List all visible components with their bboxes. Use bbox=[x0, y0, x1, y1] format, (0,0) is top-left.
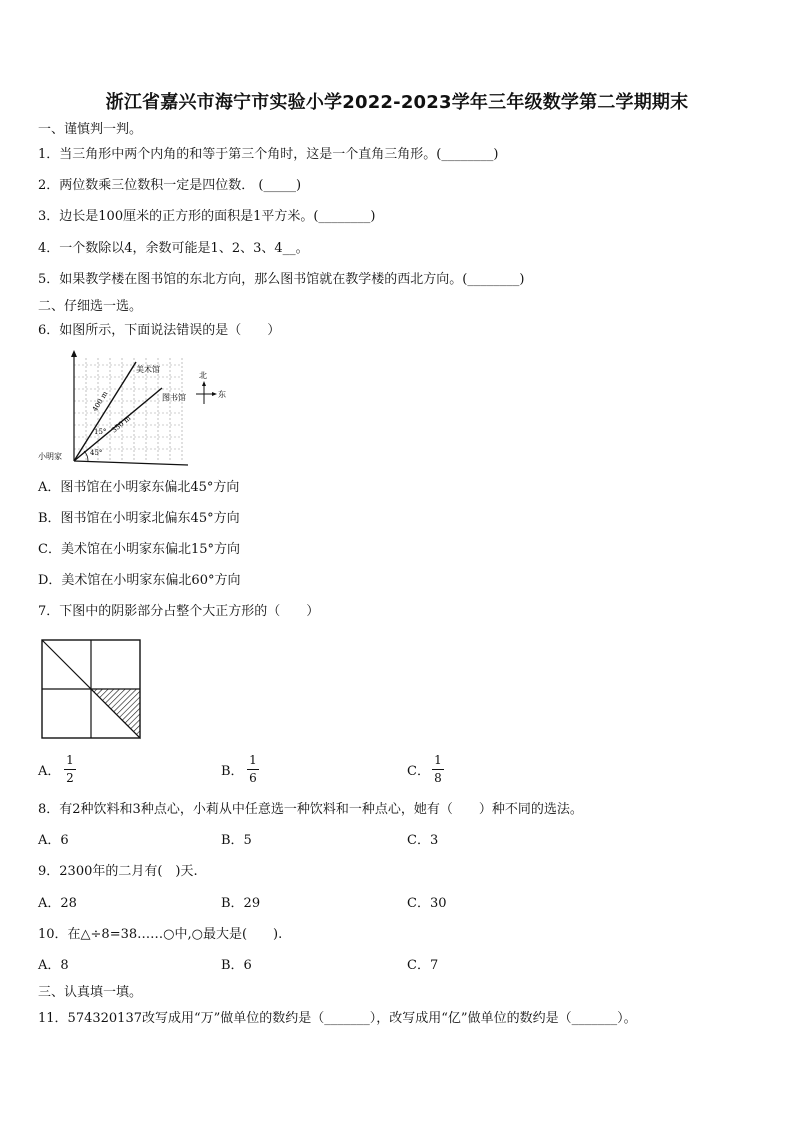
question-6: 6．如图所示，下面说法错误的是（ ） bbox=[38, 323, 281, 338]
q7-option-b-fraction: 1 6 bbox=[247, 754, 259, 785]
q9-option-c: C．30 bbox=[407, 896, 447, 911]
north-label: 北 bbox=[199, 371, 207, 380]
q9-option-b: B．29 bbox=[221, 896, 261, 911]
q10-option-b: B．6 bbox=[221, 958, 252, 973]
home-label: 小明家 bbox=[38, 452, 62, 461]
q8-option-a: A．6 bbox=[38, 833, 69, 848]
question-5: 5．如果教学楼在图书馆的东北方向，那么图书馆就在教学楼的西北方向。(________) bbox=[38, 272, 525, 287]
q8-option-b: B．5 bbox=[221, 833, 252, 848]
compass-icon bbox=[196, 370, 226, 404]
art-museum-label: 美术馆 bbox=[136, 365, 160, 374]
question-7: 7．下图中的阴影部分占整个大正方形的（ ） bbox=[38, 604, 320, 619]
question-3: 3．边长是100厘米的正方形的面积是1平方米。(________) bbox=[38, 209, 376, 224]
question-9: 9．2300年的二月有( )天. bbox=[38, 864, 198, 879]
square-shading-diagram bbox=[40, 638, 144, 742]
q7-option-b-label: B． bbox=[221, 764, 244, 779]
distance-350-label: 350 m bbox=[110, 414, 133, 435]
q9-option-a: A．28 bbox=[38, 896, 77, 911]
q6-option-d: D．美术馆在小明家东偏北60°方向 bbox=[38, 573, 241, 588]
library-label: 图书馆 bbox=[162, 393, 186, 402]
q10-option-a: A．8 bbox=[38, 958, 69, 973]
east-label: 东 bbox=[218, 390, 226, 399]
q6-option-a: A．图书馆在小明家东偏北45°方向 bbox=[38, 480, 240, 495]
q7-option-a-label: A． bbox=[38, 764, 61, 779]
q6-option-c: C．美术馆在小明家东偏北15°方向 bbox=[38, 542, 240, 557]
q7-option-a-fraction: 1 2 bbox=[64, 754, 76, 785]
section-3-heading: 三、认真填一填。 bbox=[38, 985, 143, 1000]
question-10: 10．在△÷8=38……○中,○最大是( ). bbox=[38, 927, 283, 942]
page-title: 浙江省嘉兴市海宁市实验小学2022-2023学年三年级数学第二学期期末 bbox=[105, 92, 689, 113]
angle-45-label: 45° bbox=[90, 449, 103, 457]
q10-option-c: C．7 bbox=[407, 958, 439, 973]
distance-400-label: 400 m bbox=[90, 389, 110, 414]
section-1-heading: 一、谨慎判一判。 bbox=[38, 122, 143, 137]
q7-option-c-label: C． bbox=[407, 764, 430, 779]
question-8: 8．有2种饮料和3种点心，小莉从中任意选一种饮料和一种点心，她有（ ）种不同的选法。 bbox=[38, 802, 583, 817]
question-2: 2．两位数乘三位数积一定是四位数． (_____) bbox=[38, 178, 302, 193]
q6-option-b: B．图书馆在小明家北偏东45°方向 bbox=[38, 511, 240, 526]
east-axis bbox=[74, 461, 188, 465]
question-11: 11．574320137改写成用“万”做单位的数约是（_______），改写成用“亿”做单位的数约是（_______）。 bbox=[38, 1011, 637, 1026]
question-4: 4．一个数除以4，余数可能是1、2、3、4__。 bbox=[38, 241, 309, 256]
q7-option-c-fraction: 1 8 bbox=[432, 754, 444, 785]
direction-diagram bbox=[38, 348, 238, 470]
angle-15-label: 15° bbox=[94, 428, 107, 436]
question-1: 1．当三角形中两个内角的和等于第三个角时，这是一个直角三角形。(________) bbox=[38, 147, 499, 162]
section-2-heading: 二、仔细选一选。 bbox=[38, 299, 143, 314]
q8-option-c: C．3 bbox=[407, 833, 439, 848]
